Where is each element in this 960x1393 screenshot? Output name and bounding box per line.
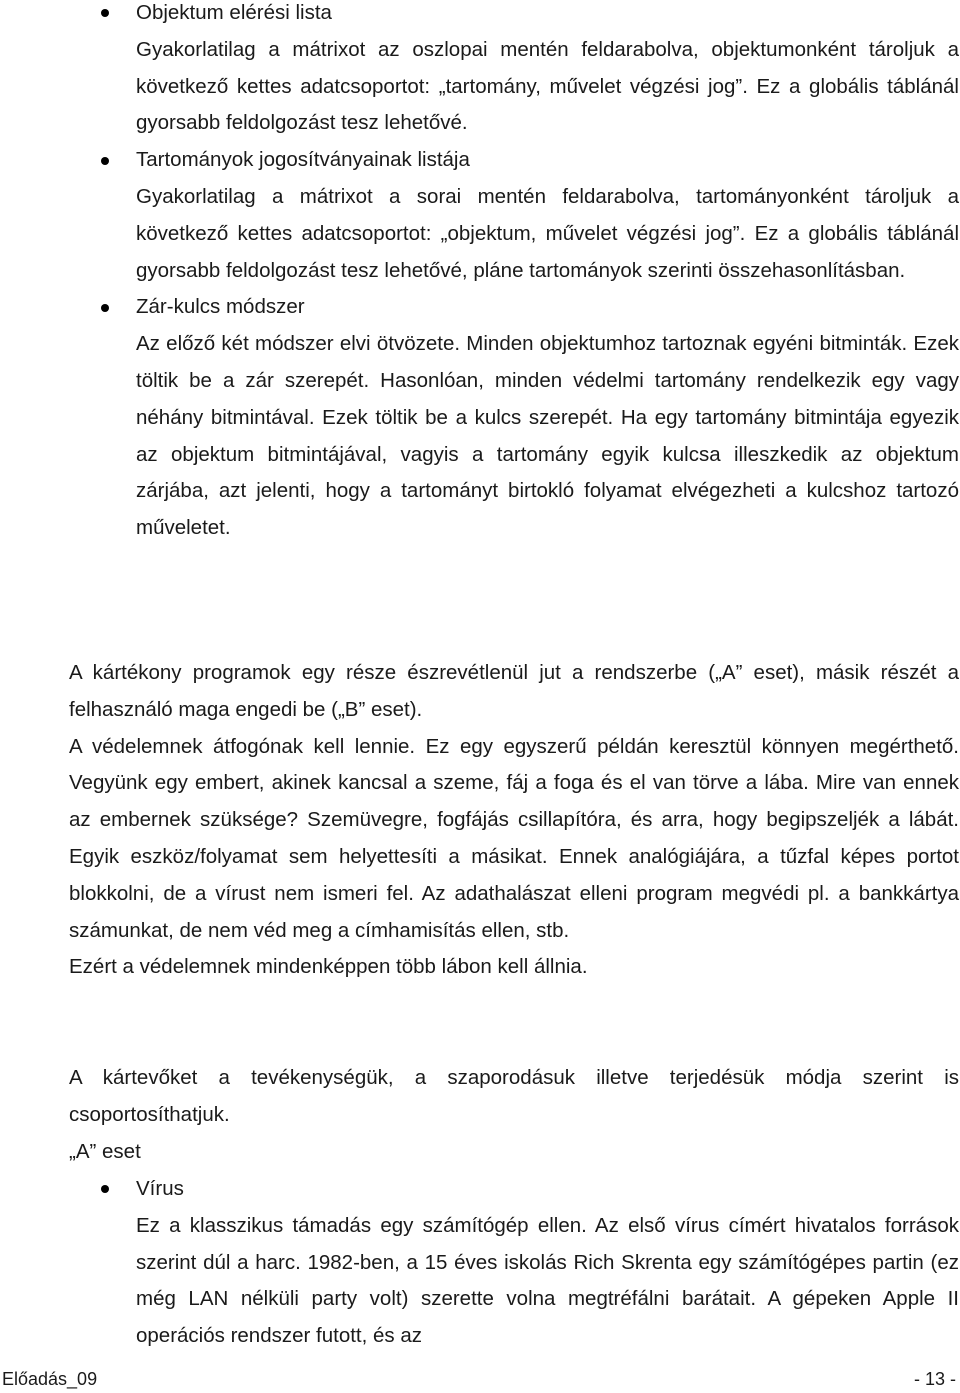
list-item-body: Ez a klasszikus támadás egy számítógép ellen. Az első vírus címért hivatalos források szerint dúl a harc. 1982-ben, a 15 éves iskolás Rich Skrenta egy számítógépes partin (ez még LAN nélküli party volt) szerette volna megtréfálni barátait. A gépeken Apple II operációs rendszer futott, és az xyxy=(136,1213,959,1348)
list-item-title: Tartományok jogosítványainak listája xyxy=(136,148,470,172)
list-item-body: Gyakorlatilag a mátrixot az oszlopai mentén feldarabolva, objektumonként tároljuk a következő kettes adatcsoportot: „tartomány, művelet végzési jog”. Ez a globális táblánál gyorsabb feldolgozást tesz lehetővé. xyxy=(136,37,959,135)
bullet-icon xyxy=(98,142,112,179)
bullet-icon xyxy=(98,289,112,326)
list-item xyxy=(0,142,960,289)
paragraph: Ezért a védelemnek mindenképpen több lábon kell állnia. xyxy=(69,955,588,979)
bullet-icon xyxy=(98,0,112,32)
case-heading: „A” eset xyxy=(69,1139,141,1163)
paragraph: A kártékony programok egy része észrevétlenül jut a rendszerbe („A” eset), másik részét a felhasználó maga engedi be („B” eset). xyxy=(69,661,959,721)
bullet-icon xyxy=(98,1171,112,1208)
list-item xyxy=(0,0,960,142)
access-methods-list xyxy=(0,0,960,547)
list-item-title: Vírus xyxy=(136,1177,184,1200)
paragraph-block-1 xyxy=(69,655,959,986)
list-item-title: Objektum elérési lista xyxy=(136,1,332,24)
paragraph: A kártevőket a tevékenységük, a szaporodásuk illetve terjedésük módja szerint is csoportosíthatjuk. xyxy=(69,1066,959,1126)
list-item-title: Zár-kulcs módszer xyxy=(136,295,305,319)
footer-page-number: - 13 - xyxy=(913,1369,956,1389)
list-item xyxy=(0,1171,960,1355)
page-footer xyxy=(0,1365,960,1393)
malware-list xyxy=(0,1171,960,1355)
list-item xyxy=(0,289,960,547)
footer-lecture-label: Előadás_09 xyxy=(2,1369,98,1389)
paragraph: A védelemnek átfogónak kell lennie. Ez egy egyszerű példán keresztül könnyen megérthető. Vegyünk egy embert, akinek kancsal a szeme, fáj a foga és el van törve a lába. Mire van ennek az embernek szüksége? Szemüvegre, fogfájás csillapítóra, és arra, hogy begipszeljék a lábát. Egyik eszköz/folyamat sem helyettesíti a másikat. Ennek analógiájára, a tűzfal képes portot blokkolni, de a vírust nem ismeri fel. Az adathalászat elleni program megvédi pl. a bankkártya számunkat, de nem véd meg a címhamisítás ellen, stb. xyxy=(69,734,959,942)
list-item-body: Az előző két módszer elvi ötvözete. Minden objektumhoz tartoznak egyéni bitminták. Ezek töltik be a zár szerepét. Hasonlóan, minden védelmi tartomány rendelkezik egy vagy néhány bitmintával. Ezek töltik be a kulcs szerepét. Ha egy tartomány bitmintája egyezik az objektum bitmintájával, vagyis a tartomány egyik kulcsa illeszkedik az objektum zárjába, azt jelenti, hogy a tartományt birtokló folyamat elvégezheti a kulcshoz tartozó műveletet. xyxy=(136,332,959,540)
list-item-body: Gyakorlatilag a mátrixot a sorai mentén feldarabolva, tartományonként tároljuk a következő kettes adatcsoportot: „objektum, művelet végzési jog”. Ez a globális táblánál gyorsabb feldolgozást tesz lehetővé, pláne tartományok szerinti összehasonlításban. xyxy=(136,184,959,282)
paragraph-block-2 xyxy=(69,1060,959,1170)
